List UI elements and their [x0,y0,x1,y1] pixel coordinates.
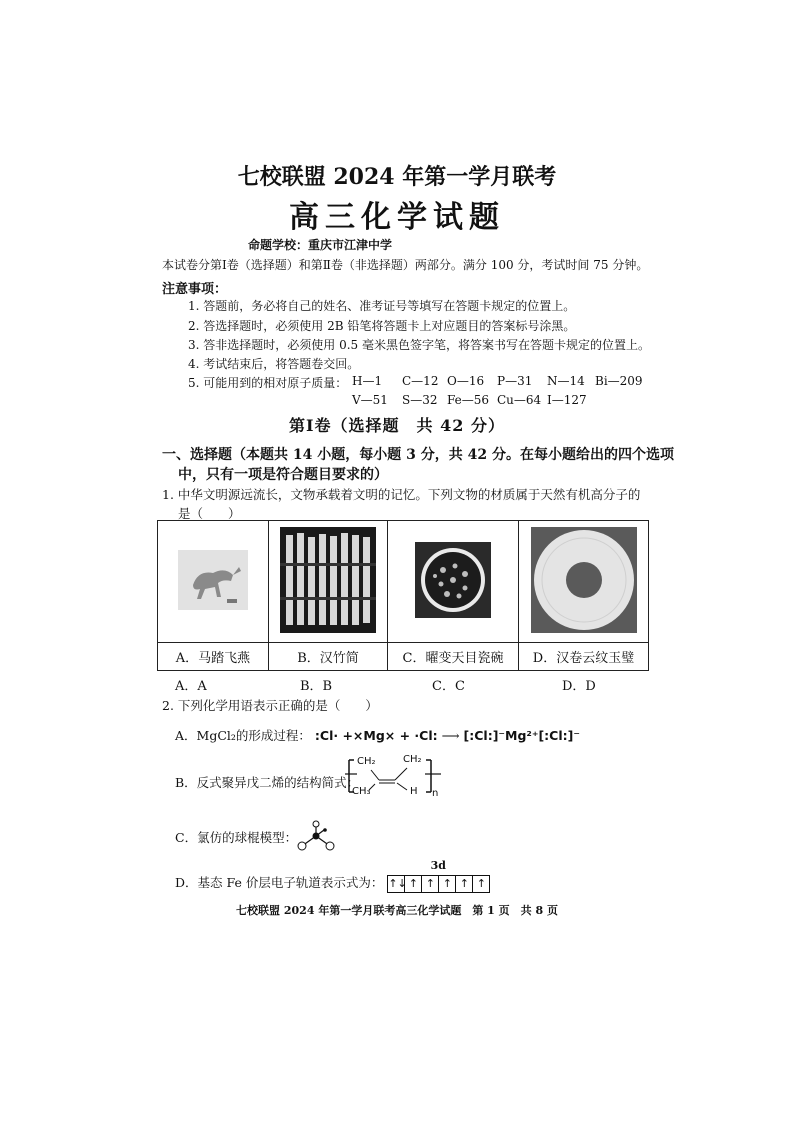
notice-item-3: 3. 答非选择题时，必须使用 0.5 毫米黑色签字笔，将答案书写在答题卡规定的位置上。 [188,338,650,352]
notice-heading: 注意事项： [162,282,228,297]
relic-caption-a: A．马踏飞燕 [158,643,269,671]
exam-intro: 本试卷分第Ⅰ卷（选择题）和第Ⅱ卷（非选择题）两部分。满分 100 分，考试时间 75 分钟。 [162,258,649,272]
mass-n: N—14 [547,374,585,388]
relic-caption-b: B．汉竹简 [269,643,388,671]
b-h: H [410,786,418,797]
orbital-box: ↑ [404,875,422,893]
notice-item-5-label: 5. 可能用到的相对原子质量： [188,376,348,390]
q2-option-d[interactable] [175,858,489,893]
notice-item-1: 1. 答题前，务必将自己的姓名、准考证号等填写在答题卡规定的位置上。 [188,299,576,313]
jade-disc-image [529,525,639,635]
bronze-horse-image [173,545,253,615]
mass-fe: Fe—56 [447,393,490,407]
b-ch2-right: CH₂ [403,754,422,765]
page-footer: 七校联盟 2024 年第一学月联考高三化学试题 第 1 页 共 8 页 [236,904,558,917]
notice-item-2: 2. 答选择题时，必须使用 2B 铅笔将答题卡上对应题目的答案标号涂黑。 [188,319,576,333]
b-n: n [432,788,439,799]
orbital-box: ↑ [421,875,439,893]
mass-o: O—16 [447,374,485,388]
q1-option-d[interactable]: D．D [562,679,596,694]
q2-option-a-label: A．MgCl₂的形成过程： [175,728,311,743]
section-heading-line2: 中，只有一项是符合题目要求的） [178,467,388,483]
section-heading-line1: 一、选择题（本题共 14 小题，每小题 3 分，共 42 分。在每小题给出的四个选项 [162,447,674,463]
q1-relic-table [157,520,649,671]
relic-caption-c: C．曜变天目瓷碗 [388,643,519,671]
orbital-box: ↑ [472,875,490,893]
orbital-label: 3d [430,858,447,872]
q1-option-c[interactable]: C．C [432,679,465,694]
orbital-box: ↑↓ [387,875,405,893]
relic-image-a [158,521,269,643]
mass-cu: Cu—64 [497,393,542,407]
q1-stem-line2: 是（ ） [178,506,241,521]
b-ch3: CH₃ [352,786,371,797]
section-title: 第Ⅰ卷（选择题 共 42 分） [289,416,505,435]
notice-item-4: 4. 考试结束后，将答题卷交回。 [188,357,360,371]
exam-title: 七校联盟 2024 年第一学月联考 [237,164,557,190]
q1-option-a[interactable]: A．A [175,679,207,694]
mass-v: V—51 [352,393,388,407]
fe-3d-orbital-diagram [387,858,489,893]
q2-option-c-label[interactable]: C．氯仿的球棍模型： [175,830,298,845]
arrow-icon: ⟶ [441,728,460,743]
mass-s: S—32 [402,393,438,407]
q1-stem-line1: 1. 中华文明源远流长，文物承载着文明的记忆。下列文物的材质属于天然有机高分子的 [162,487,641,502]
mass-h: H—1 [352,374,383,388]
bamboo-slips-image [278,525,378,635]
mass-c: C—12 [402,374,439,388]
q2-option-d-label: D．基态 Fe 价层电子轨道表示式为： [175,875,384,890]
relic-image-d [519,521,649,643]
relic-caption-d: D．汉卷云纹玉璧 [519,643,649,671]
orbital-box: ↑ [455,875,473,893]
relic-image-b [269,521,388,643]
mass-bi: Bi—209 [595,374,643,388]
b-ch2-left: CH₂ [357,756,376,767]
mass-p: P—31 [497,374,533,388]
porcelain-bowl-image [413,540,493,620]
q2-option-b-label[interactable]: B．反式聚异戊二烯的结构简式： [175,775,360,790]
school-line: 命题学校：重庆市江津中学 [248,238,393,252]
chloroform-ball-stick-icon [296,820,338,854]
q2-stem: 2. 下列化学用语表示正确的是（ ） [162,698,378,713]
relic-image-c [388,521,519,643]
q2-option-a[interactable] [175,726,580,744]
mass-i: I—127 [547,393,587,407]
exam-subtitle: 高三化学试题 [289,200,505,235]
q2-option-a-formula-right: [:Cl:]⁻Mg²⁺[:Cl:]⁻ [463,728,580,743]
q2-option-a-formula-left: :Cl· +×Mg× + ·Cl: [314,728,438,743]
q1-option-b[interactable]: B．B [300,679,333,694]
orbital-box: ↑ [438,875,456,893]
